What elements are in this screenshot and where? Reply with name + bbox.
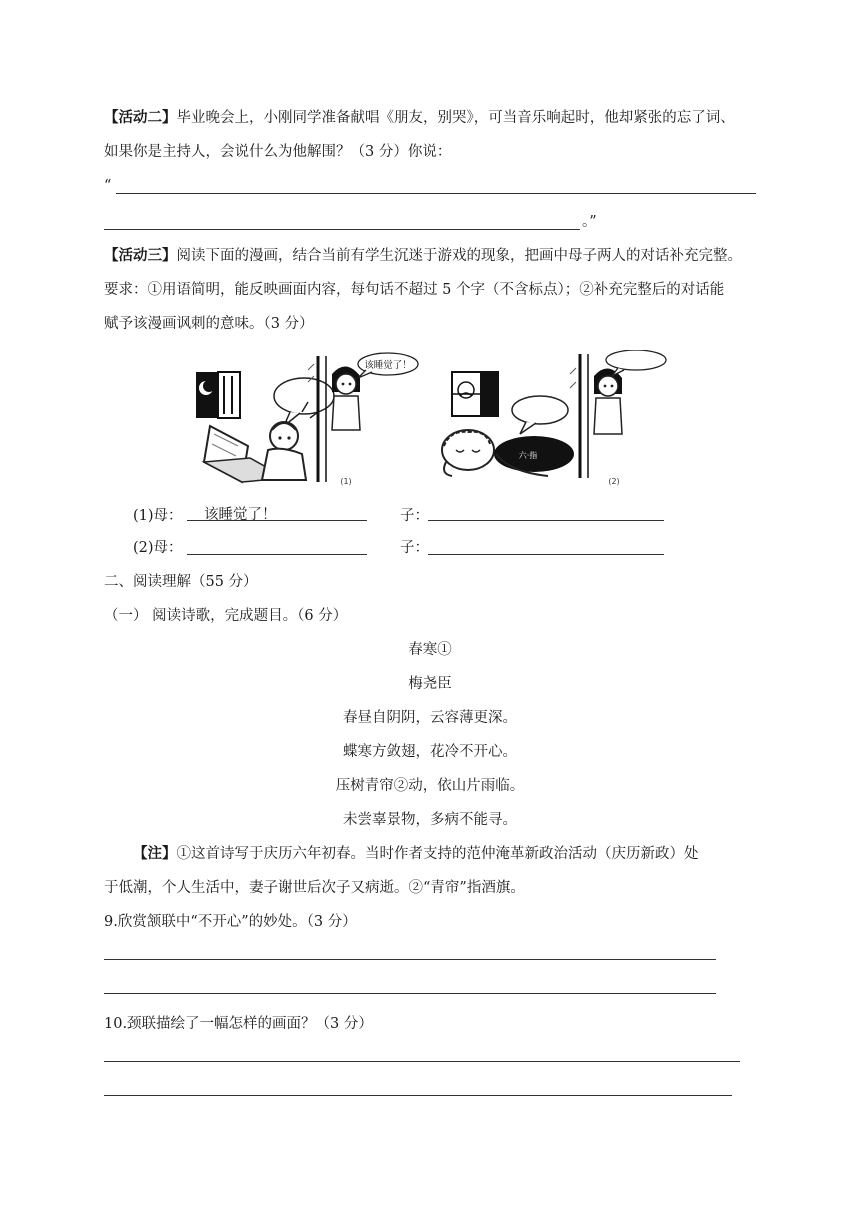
dialogue-r2-mother-label: (2)母： xyxy=(133,540,183,556)
question-10: 10.颈联描绘了一幅怎样的画面？（3 分） xyxy=(104,1016,373,1032)
activity3-tag: 【活动三】 xyxy=(104,247,177,264)
dialogue-r2-mother-line[interactable] xyxy=(187,554,367,555)
activity3-line1: 【活动三】阅读下面的漫画，结合当前有学生沉迷于游戏的现象，把画中母子两人的对话补充完整。 xyxy=(104,247,742,264)
cartoon-panel-2 xyxy=(442,350,666,486)
cartoon-panel-1 xyxy=(196,353,418,486)
activity2-answer-line-1[interactable] xyxy=(116,193,756,194)
poem-line-1: 春昼自阴阴，云容薄更深。 xyxy=(343,710,517,726)
poem-line-4: 未尝辜景物，多病不能寻。 xyxy=(343,812,517,828)
dialogue-r2-son-label: 子： xyxy=(400,540,429,556)
activity2-tag: 【活动二】 xyxy=(104,109,177,126)
q9-answer-line-1[interactable] xyxy=(104,959,716,960)
poem-line-3: 压树青帘②动，依山片雨临。 xyxy=(335,778,525,794)
q9-answer-line-2[interactable] xyxy=(104,993,716,994)
activity2-line1: 【活动二】毕业晚会上，小刚同学准备献唱《朋友，别哭》，可当音乐响起时，他却紧张的忘了词、 xyxy=(104,109,735,126)
poem-title: 春寒① xyxy=(408,642,452,658)
dialogue-r2-son-line[interactable] xyxy=(428,554,664,555)
dialogue-r1-son-line[interactable] xyxy=(428,520,664,521)
activity2-close-quote: 。” xyxy=(582,214,597,230)
activity2-open-quote: “ xyxy=(104,178,112,194)
dialogue-r1-son-label: 子： xyxy=(400,508,429,524)
question-9: 9.欣赏颔联中“不开心”的妙处。（3 分） xyxy=(104,914,357,930)
cartoon-panel-1-label: (1) xyxy=(340,477,352,486)
poem-line-2: 蝶寒方敛翅，花冷不开心。 xyxy=(343,744,517,760)
q10-answer-line-2[interactable] xyxy=(104,1095,732,1096)
part1-heading: （一） 阅读诗歌，完成题目。（6 分） xyxy=(104,608,348,624)
cartoon-illustration xyxy=(190,350,670,490)
note-line1: 【注】①这首诗写于庆历六年初春。当时作者支持的范仲淹革新政治活动（庆历新政）处 xyxy=(133,845,699,862)
section2-heading: 二、阅读理解（55 分） xyxy=(104,574,258,590)
poem-author: 梅尧臣 xyxy=(408,676,452,692)
cartoon-screen-text: 六·指 xyxy=(518,451,538,460)
activity3-line3: 赋予该漫画讽刺的意味。（3 分） xyxy=(104,316,314,332)
q10-answer-line-1[interactable] xyxy=(104,1061,740,1062)
activity2-line2: 如果你是主持人，会说什么为他解围？（3 分）你说： xyxy=(104,144,452,160)
note-line2: 于低潮，个人生活中，妻子谢世后次子又病逝。②“青帘”指酒旗。 xyxy=(104,880,525,896)
activity3-line2: 要求：①用语简明，能反映画面内容，每句话不超过 5 个字（不含标点）；②补充完整后的对话能 xyxy=(104,282,725,298)
activity2-answer-line-2[interactable] xyxy=(104,229,580,230)
cartoon-mother-bubble-text: 该睡觉了！ xyxy=(364,360,412,371)
dialogue-r1-mother-label: (1)母： xyxy=(133,508,183,524)
cartoon-panel-2-label: (2) xyxy=(608,477,620,486)
dialogue-r1-mother-answer: 该睡觉了！ xyxy=(204,507,277,523)
note-tag: 【注】 xyxy=(133,845,177,862)
